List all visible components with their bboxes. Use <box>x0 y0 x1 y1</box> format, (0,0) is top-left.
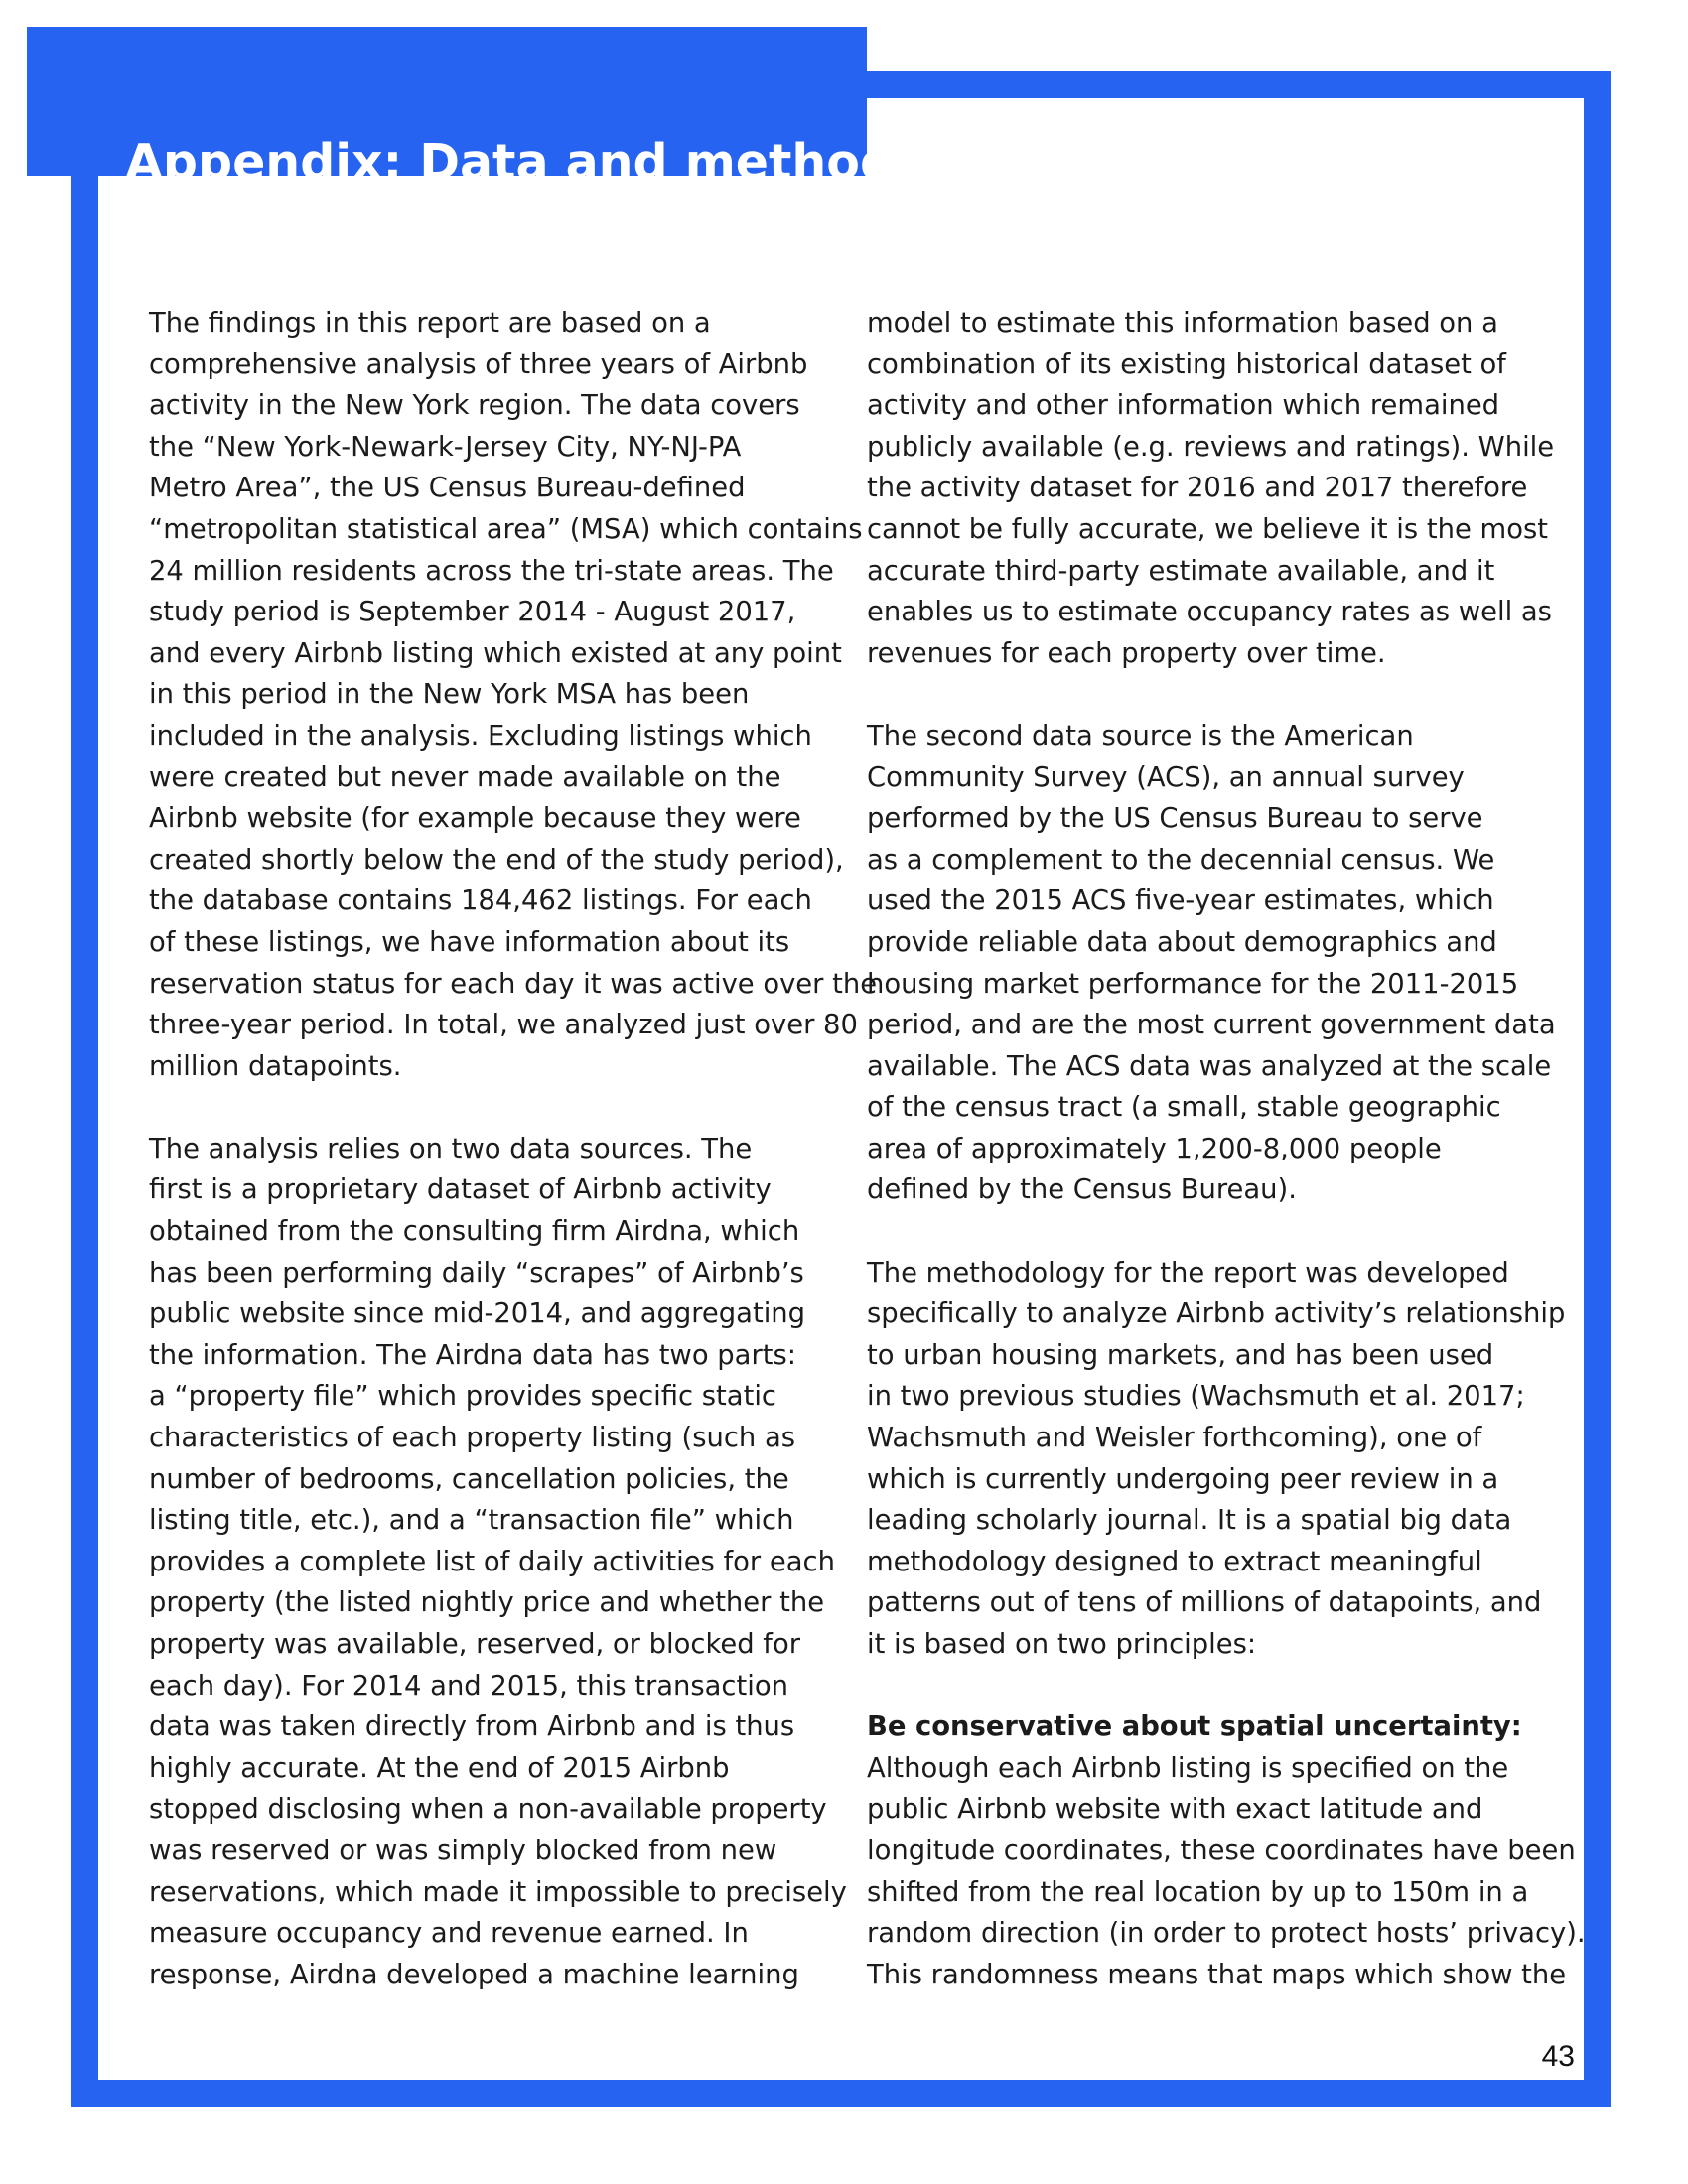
text-line: leading scholarly journal. It is a spatial big data <box>867 1505 1512 1537</box>
text-line: longitude coordinates, these coordinates have been <box>867 1835 1576 1866</box>
text-line: to urban housing markets, and has been used <box>867 1339 1494 1371</box>
text-line: Although each Airbnb listing is specified on the <box>867 1752 1509 1784</box>
paragraph <box>867 1706 1586 1995</box>
text-line: used the 2015 ACS five-year estimates, which <box>867 886 1494 917</box>
paragraph <box>149 303 878 1087</box>
text-line: Community Survey (ACS), an annual survey <box>867 761 1465 793</box>
text-line: was reserved or was simply blocked from new <box>149 1835 777 1866</box>
text-line: The analysis relies on two data sources. The <box>149 1133 753 1164</box>
text-line: cannot be fully accurate, we believe it is the most <box>867 513 1548 545</box>
text-line: reservations, which made it impossible to precisely <box>149 1876 847 1908</box>
text-line: This randomness means that maps which show the <box>867 1959 1567 1990</box>
text-line: The findings in this report are based on a <box>149 308 711 339</box>
right-column <box>867 303 1586 2037</box>
text-line: three-year period. In total, we analyzed just over 80 <box>149 1010 858 1041</box>
text-line: and every Airbnb listing which existed at any point <box>149 637 842 669</box>
text-line: housing market performance for the 2011-2015 <box>867 968 1519 1000</box>
text-line: the information. The Airdna data has two parts: <box>149 1339 796 1371</box>
text-line: study period is September 2014 - August 2017, <box>149 597 796 628</box>
text-line: enables us to estimate occupancy rates as well as <box>867 597 1552 628</box>
page-title: Appendix: Data and methodology <box>125 134 1046 191</box>
text-line: of these listings, we have information about its <box>149 926 790 958</box>
text-line: measure occupancy and revenue earned. In <box>149 1918 749 1950</box>
text-line: has been performing daily “scrapes” of Airbnb’s <box>149 1257 804 1289</box>
text-line: million datapoints. <box>149 1050 402 1082</box>
text-line: “metropolitan statistical area” (MSA) which contains <box>149 513 863 545</box>
text-line: 24 million residents across the tri-state areas. The <box>149 555 834 587</box>
text-line: of the census tract (a small, stable geographic <box>867 1092 1501 1124</box>
text-line: it is based on two principles: <box>867 1629 1257 1660</box>
text-line: activity and other information which remained <box>867 390 1500 422</box>
text-line: the activity dataset for 2016 and 2017 therefore <box>867 473 1528 504</box>
paragraph <box>867 1253 1566 1666</box>
text-line: in this period in the New York MSA has been <box>149 679 750 711</box>
text-line: accurate third-party estimate available, and it <box>867 555 1495 587</box>
text-line: random direction (in order to protect hosts’ privacy). <box>867 1918 1586 1950</box>
text-line: created shortly below the end of the study period), <box>149 844 844 876</box>
text-line: each day). For 2014 and 2015, this transaction <box>149 1670 788 1702</box>
text-line: Airbnb website (for example because they were <box>149 803 801 835</box>
text-line: patterns out of tens of millions of datapoints, and <box>867 1587 1542 1619</box>
text-line: area of approximately 1,200-8,000 people <box>867 1133 1442 1164</box>
text-line: comprehensive analysis of three years of Airbnb <box>149 348 808 380</box>
text-line: response, Airdna developed a machine learning <box>149 1959 799 1990</box>
text-line: listing title, etc.), and a “transaction file” which <box>149 1505 794 1537</box>
text-line: highly accurate. At the end of 2015 Airbnb <box>149 1752 730 1784</box>
text-line: number of bedrooms, cancellation policies, the <box>149 1463 789 1495</box>
section-heading: Be conservative about spatial uncertainty: <box>867 1711 1522 1743</box>
text-line: as a complement to the decennial census. We <box>867 844 1495 876</box>
text-line: which is currently undergoing peer review in a <box>867 1463 1499 1495</box>
text-line: methodology designed to extract meaningful <box>867 1546 1482 1577</box>
text-line: The second data source is the American <box>867 720 1414 751</box>
text-line: the “New York-Newark-Jersey City, NY-NJ-PA <box>149 431 742 463</box>
text-line: model to estimate this information based on a <box>867 308 1498 339</box>
paragraph <box>867 303 1562 674</box>
text-line: obtained from the consulting firm Airdna, which <box>149 1216 800 1248</box>
text-line: activity in the New York region. The data covers <box>149 390 800 422</box>
text-line: in two previous studies (Wachsmuth et al. 2017; <box>867 1381 1525 1413</box>
text-line: public website since mid-2014, and aggregating <box>149 1298 806 1330</box>
text-line: were created but never made available on the <box>149 761 781 793</box>
left-column <box>149 303 878 2037</box>
text-line: available. The ACS data was analyzed at the scale <box>867 1050 1552 1082</box>
text-line: property (the listed nightly price and whether the <box>149 1587 825 1619</box>
text-line: characteristics of each property listing (such as <box>149 1423 796 1454</box>
page-number: 43 <box>1541 2040 1575 2073</box>
text-line: combination of its existing historical dataset of <box>867 348 1506 380</box>
text-line: shifted from the real location by up to 150m in a <box>867 1876 1529 1908</box>
paragraph <box>149 1129 847 1995</box>
text-line: provide reliable data about demographics and <box>867 926 1497 958</box>
text-line: data was taken directly from Airbnb and is thus <box>149 1711 795 1743</box>
paragraph <box>867 716 1562 1211</box>
text-line: performed by the US Census Bureau to serve <box>867 803 1483 835</box>
text-line: the database contains 184,462 listings. For each <box>149 886 812 917</box>
text-line: a “property file” which provides specific static <box>149 1381 776 1413</box>
text-line: Metro Area”, the US Census Bureau-defined <box>149 473 746 504</box>
text-line: public Airbnb website with exact latitude and <box>867 1794 1483 1826</box>
text-line: Wachsmuth and Weisler forthcoming), one of <box>867 1423 1482 1454</box>
text-line: specifically to analyze Airbnb activity’s relationship <box>867 1298 1566 1330</box>
text-line: stopped disclosing when a non-available property <box>149 1794 827 1826</box>
text-line: defined by the Census Bureau). <box>867 1174 1297 1206</box>
text-line: first is a proprietary dataset of Airbnb activity <box>149 1174 772 1206</box>
text-line: provides a complete list of daily activities for each <box>149 1546 835 1577</box>
text-line: revenues for each property over time. <box>867 637 1386 669</box>
text-line: included in the analysis. Excluding listings which <box>149 720 812 751</box>
text-line: reservation status for each day it was active over the <box>149 968 878 1000</box>
text-line: The methodology for the report was developed <box>867 1257 1509 1289</box>
text-line: period, and are the most current government data <box>867 1010 1556 1041</box>
text-line: property was available, reserved, or blocked for <box>149 1629 800 1660</box>
text-line: publicly available (e.g. reviews and ratings). While <box>867 431 1555 463</box>
